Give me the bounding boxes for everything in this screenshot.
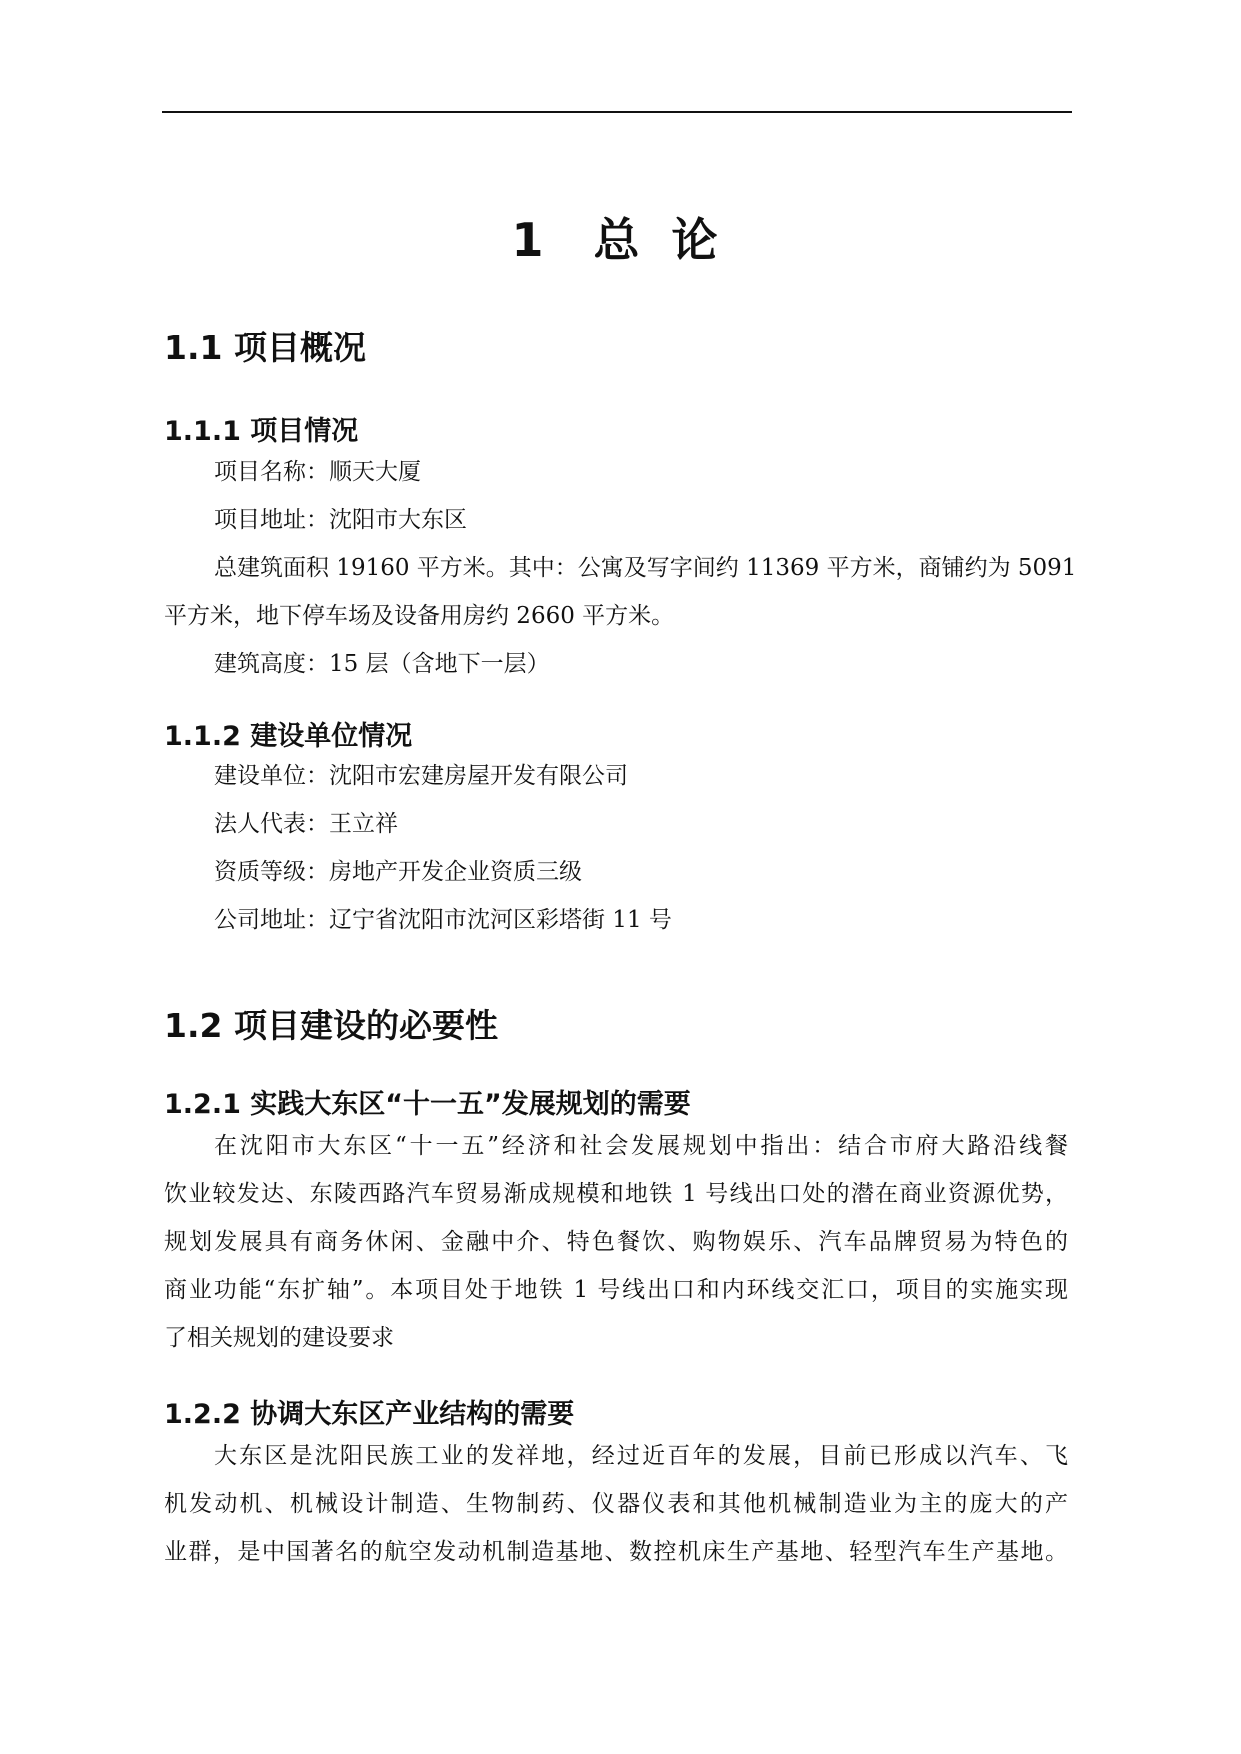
company-address-line: 公司地址：辽宁省沈阳市沈河区彩塔街 11 号	[214, 907, 672, 933]
subsection-heading-1-2-1: 1.2.1 实践大东区“十一五”发展规划的需要	[164, 1089, 691, 1120]
project-address-line: 项目地址：沈阳市大东区	[214, 507, 467, 533]
legal-rep-line: 法人代表：王立祥	[214, 811, 398, 837]
chapter-title-char-1: 总	[593, 213, 652, 267]
plan-line-4: 商业功能“东扩轴”。本项目处于地铁 1 号线出口和内环线交汇口，项目的实施实现	[164, 1277, 1068, 1303]
plan-line-3: 规划发展具有商务休闲、金融中介、特色餐饮、购物娱乐、汽车品牌贸易为特色的	[164, 1229, 1068, 1255]
industry-line-2: 机发动机、机械设计制造、生物制药、仪器仪表和其他机械制造业为主的庞大的产	[164, 1491, 1068, 1517]
header-rule	[162, 111, 1072, 113]
building-area-line-1: 总建筑面积 19160 平方米。其中：公寓及写字间约 11369 平方米，商铺约为 5091	[214, 555, 1077, 581]
building-area-line-2: 平方米，地下停车场及设备用房约 2660 平方米。	[164, 603, 675, 629]
plan-line-5: 了相关规划的建设要求	[164, 1325, 394, 1351]
building-area-paragraph	[164, 544, 1077, 640]
project-name-line: 项目名称：顺天大厦	[214, 459, 421, 485]
industry-paragraph	[164, 1432, 1068, 1576]
subsection-heading-1-1-2: 1.1.2 建设单位情况	[164, 721, 413, 752]
section-heading-1-2: 1.2 项目建设的必要性	[164, 1006, 498, 1045]
plan-paragraph	[164, 1122, 1068, 1362]
plan-line-1: 在沈阳市大东区“十一五”经济和社会发展规划中指出：结合市府大路沿线餐	[214, 1133, 1068, 1159]
qualification-line: 资质等级：房地产开发企业资质三级	[214, 859, 582, 885]
industry-line-3: 业群，是中国著名的航空发动机制造基地、数控机床生产基地、轻型汽车生产基地。	[164, 1539, 1068, 1565]
industry-line-1: 大东区是沈阳民族工业的发祥地，经过近百年的发展，目前已形成以汽车、飞	[214, 1443, 1068, 1469]
chapter-title-char-2: 论	[671, 213, 730, 267]
building-height-line: 建筑高度：15 层（含地下一层）	[214, 651, 550, 677]
chapter-title	[0, 204, 1241, 270]
chapter-number: 1	[511, 213, 556, 267]
plan-line-2: 饮业较发达、东陵西路汽车贸易渐成规模和地铁 1 号线出口处的潜在商业资源优势，	[164, 1181, 1068, 1207]
subsection-heading-1-2-2: 1.2.2 协调大东区产业结构的需要	[164, 1399, 575, 1430]
section-heading-1-1: 1.1 项目概况	[164, 328, 366, 367]
developer-line: 建设单位：沈阳市宏建房屋开发有限公司	[214, 763, 628, 789]
subsection-heading-1-1-1: 1.1.1 项目情况	[164, 416, 359, 447]
